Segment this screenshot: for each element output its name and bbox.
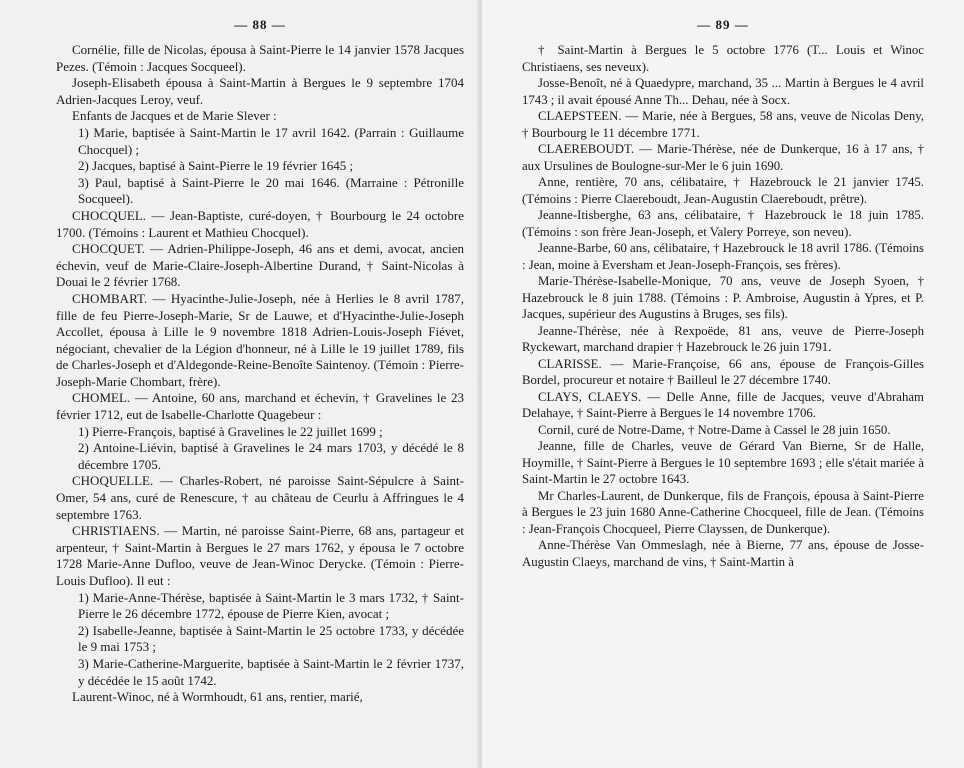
entry-paragraph: CLARISSE. — Marie-Françoise, 66 ans, épouse de François-Gilles Bordel, procureur et notaire † Bailleul le 27 décembre 1740. [522, 356, 924, 387]
sub-entry: 1) Marie-Anne-Thérèse, baptisée à Saint-Martin le 3 mars 1732, † Saint-Pierre le 26 décembre 1772, épouse de Pierre Kien, avocat ; [78, 589, 464, 622]
entry-paragraph: Josse-Benoît, né à Quaedypre, marchand, 35 ... Martin à Bergues le 4 avril 1743 ; il avait épousé Anne Th... Dehau, née à Socx. [522, 76, 924, 107]
entry-paragraph: CLAYS, CLAEYS. — Delle Anne, fille de Jacques, veuve d'Abraham Delahaye, † Saint-Pierre à Bergues le 14 novembre 1706. [522, 389, 924, 420]
entry-paragraph: Jeanne-Itisberghe, 63 ans, célibataire, † Hazebrouck le 18 juin 1785. (Témoins : son frère Jean-Joseph, et Valery Porreye, son neveu). [522, 208, 924, 239]
entry-list [522, 42, 924, 570]
sub-entry: 1) Pierre-François, baptisé à Gravelines le 22 juillet 1699 ; [78, 423, 383, 439]
page-number: — 88 — [234, 17, 286, 32]
entry-paragraph: Cornil, curé de Notre-Dame, † Notre-Dame à Cassel le 28 juin 1650. [538, 422, 891, 437]
entry-paragraph: Joseph-Elisabeth épousa à Saint-Martin à Bergues le 9 septembre 1704 Adrien-Jacques Leroy, veuf. [56, 75, 464, 107]
sub-entry: 2) Antoine-Liévin, baptisé à Gravelines le 24 mars 1703, y décédé le 8 décembre 1705. [78, 440, 464, 472]
entry-paragraph: CHOCQUET. — Adrien-Philippe-Joseph, 46 ans et demi, avocat, ancien échevin, veuf de Marie-Claire-Joseph-Albertine Durand, † Saint-Nicolas à Douai le 2 février 1768. [56, 241, 464, 290]
entry-paragraph: CHOMEL. — Antoine, 60 ans, marchand et échevin, † Gravelines le 23 février 1712, eut de Isabelle-Charlotte Quagebeur : [56, 390, 464, 423]
sub-entry: 3) Paul, baptisé à Saint-Pierre le 20 mai 1646. (Marraine : Pétronille Socqueel). [78, 174, 464, 207]
entry-paragraph: Laurent-Winoc, né à Wormhoudt, 61 ans, rentier, marié, [72, 689, 363, 705]
entry-paragraph: CHOMBART. — Hyacinthe-Julie-Joseph, née à Herlies le 8 avril 1787, fille de feu Pierre-Joseph-Marie, Sr de Lauwe, et d'Hyacinthe-Julie-Joseph Accollet, épousa à Lille le 9 novembre 1818 Adrien-Louis-Joseph Fiévet, négociant, chevalier de la Légion d'honneur, né à Lille le 19 juillet 1789, fils de Charles-Joseph et d'Aldegonde-Reine-Benoîte Saintenoy. (Témoin : Pierre-Joseph-Marie Chombart, frère). [56, 290, 464, 389]
entry-list [56, 42, 464, 706]
entry-paragraph: Cornélie, fille de Nicolas, épousa à Saint-Pierre le 14 janvier 1578 Jacques Pezes. (Témoin : Jacques Socqueel). [56, 42, 464, 74]
entry-paragraph: Jeanne-Barbe, 60 ans, célibataire, † Hazebrouck le 18 avril 1786. (Témoins : Jean, moine à Eversham et Jean-Joseph-François, ses frères). [522, 241, 924, 272]
entry-paragraph: Jeanne, fille de Charles, veuve de Gérard Van Bierne, Sr de Halle, Hoymille, † Saint-Pierre à Bergues le 10 septembre 1693 ; elle s'était mariée à Saint-Martin le 27 octobre 1643. [522, 439, 924, 486]
entry-paragraph: Anne-Thérèse Van Ommeslagh, née à Bierne, 77 ans, épouse de Josse-Augustin Claeys, marchand de vins, † Saint-Martin à [522, 538, 924, 569]
sub-entry: 3) Marie-Catherine-Marguerite, baptisée à Saint-Martin le 2 février 1737, y décédée le 15 août 1742. [78, 655, 464, 688]
entry-paragraph: CHOQUELLE. — Charles-Robert, né paroisse Saint-Sépulcre à Saint-Omer, 54 ans, curé de Renescure, † au château de Ceurlu à Affringues le 4 septembre 1763. [56, 473, 464, 522]
entry-paragraph: Mr Charles-Laurent, de Dunkerque, fils de François, épousa à Saint-Pierre à Bergues le 23 juin 1680 Anne-Catherine Chocqueel, fille de Jean. (Témoins : Jean-François Chocqueel, Pierre Clayssen, de Dunkerque). [522, 488, 924, 536]
entry-paragraph: Anne, rentière, 70 ans, célibataire, † Hazebrouck le 21 janvier 1745. (Témoins : Pierre Claereboudt, Jean-Augustin Claereboudt, prêtre). [522, 175, 924, 206]
entry-paragraph: Enfants de Jacques et de Marie Slever : [72, 108, 277, 124]
entry-paragraph: CHOCQUEL. — Jean-Baptiste, curé-doyen, † Bourbourg le 24 octobre 1700. (Témoins : Laurent et Mathieu Chocquel). [56, 207, 464, 240]
entry-paragraph: CLAEREBOUDT. — Marie-Thérèse, née de Dunkerque, 16 à 17 ans, † aux Ursulines de Boulogne-sur-Mer le 6 juin 1690. [522, 142, 924, 173]
entry-paragraph: † Saint-Martin à Bergues le 5 octobre 1776 (T... Louis et Winoc Christiaens, ses neveux). [522, 43, 924, 74]
sub-entry: 1) Marie, baptisée à Saint-Martin le 17 avril 1642. (Parrain : Guillaume Chocquel) ; [78, 124, 464, 157]
entry-paragraph: CHRISTIAENS. — Martin, né paroisse Saint-Pierre, 68 ans, partageur et arpenteur, † Saint-Martin à Bergues le 27 mars 1762, y épousa le 7 octobre 1728 Marie-Anne Dufloo, veuve de Jean-Winoc Derycke. (Témoin : Pierre-Louis Dufloo). Il eut : [56, 523, 464, 588]
page-number: — 89 — [697, 17, 749, 32]
right-page [482, 0, 964, 768]
sub-entry: 2) Jacques, baptisé à Saint-Pierre le 19 février 1645 ; [78, 158, 354, 174]
entry-paragraph: Marie-Thérèse-Isabelle-Monique, 70 ans, veuve de Joseph Syoen, † Hazebrouck le 8 juin 1788. (Témoins : P. Ambroise, Augustin à Ypres, et P. Jacques, supérieur des Augustins à Bruges, ses fils). [522, 274, 924, 321]
sub-entry: 2) Isabelle-Jeanne, baptisée à Saint-Martin le 25 octobre 1733, y décédée le 9 mai 1753 ; [78, 622, 464, 655]
entry-paragraph: CLAEPSTEEN. — Marie, née à Bergues, 58 ans, veuve de Nicolas Deny, † Bourbourg le 11 décembre 1771. [522, 109, 924, 140]
entry-paragraph: Jeanne-Thérèse, née à Rexpoëde, 81 ans, veuve de Pierre-Joseph Ryckewart, marchand drapier † Hazebrouck le 26 juin 1791. [522, 323, 924, 354]
